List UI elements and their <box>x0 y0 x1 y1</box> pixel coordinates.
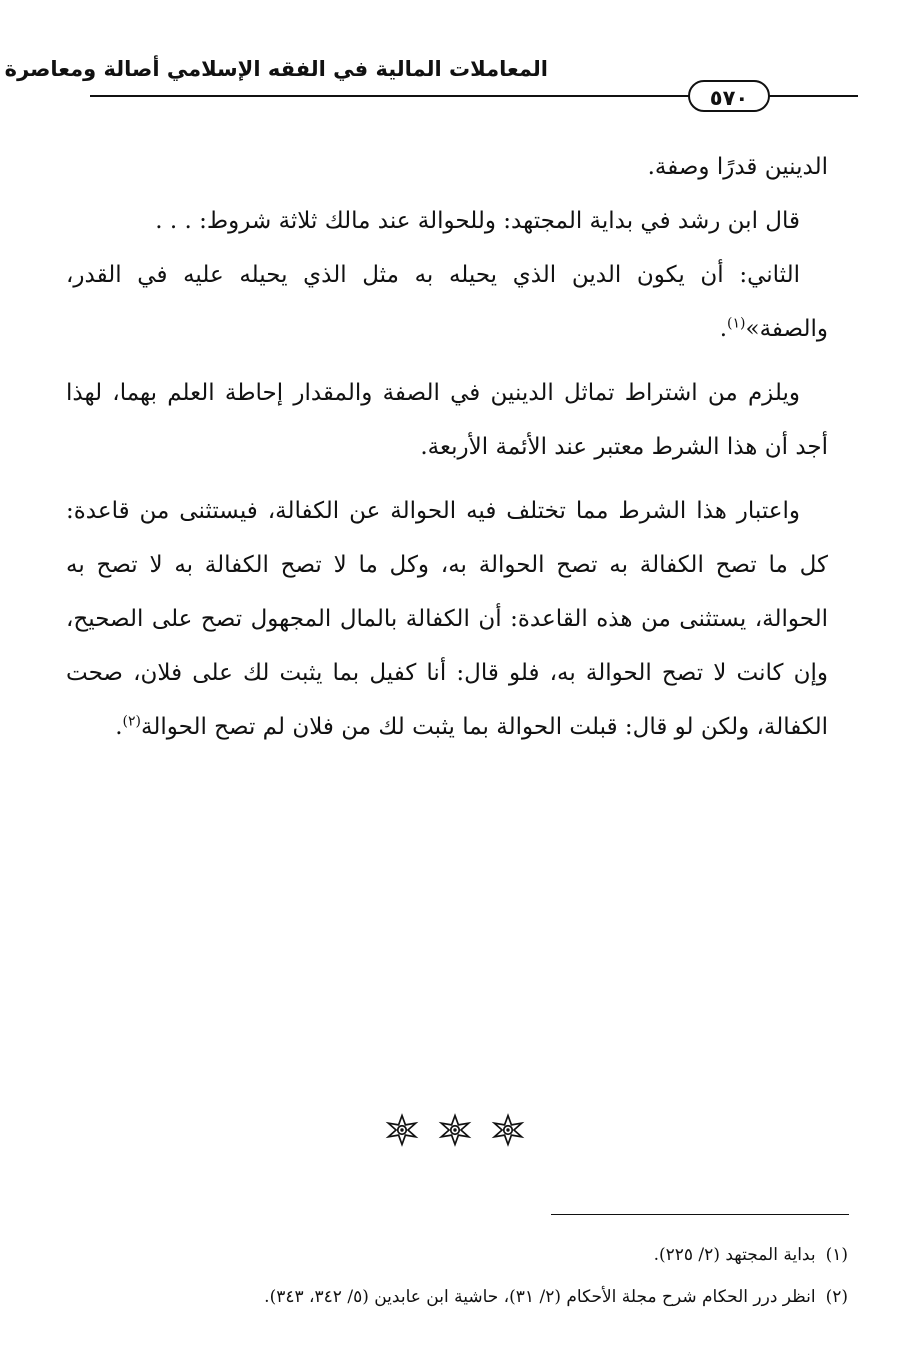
main-text <box>66 140 828 754</box>
page-number: ٥٧٠ <box>688 80 770 112</box>
footnote-1-number: (١) <box>825 1245 848 1265</box>
footnote-2-text: انظر درر الحكام شرح مجلة الأحكام (٢/ ٣١)، حاشية ابن عابدين (٥/ ٣٤٢، ٣٤٣). <box>264 1287 816 1307</box>
footnote-ref-2[interactable]: (٢) <box>122 713 142 730</box>
floral-star-icon <box>385 1113 419 1147</box>
floral-star-icon <box>438 1113 472 1147</box>
paragraph-1: الدينين قدرًا وصفة. <box>647 154 828 180</box>
paragraph-2: قال ابن رشد في بداية المجتهد: وللحوالة عند مالك ثلاثة شروط: . . . <box>155 208 800 234</box>
paragraph-4: ويلزم من اشتراط تماثل الدينين في الصفة والمقدار إحاطة العلم بهما، لهذا أجد أن هذا الشرط معتبر عند الأئمة الأربعة. <box>66 380 828 460</box>
footnote-2 <box>68 1276 848 1318</box>
paragraph-3 <box>66 248 828 356</box>
footnotes <box>68 1234 848 1318</box>
paragraph-5-text: واعتبار هذا الشرط مما تختلف فيه الحوالة عن الكفالة، فيستثنى من قاعدة: كل ما تصح الكفالة به تصح الحوالة به، وكل ما لا تصح الكفالة به لا تصح به الحوالة، يستثنى من هذه القاعدة: أن الكفالة بالمال المجهول تصح على الصحيح، وإن كانت لا تصح الحوالة به، فلو قال: أنا كفيل بما يثبت لك على فلان، صحت الكفالة، ولكن لو قال: قبلت الحوالة بما يثبت لك من فلان لم تصح الحوالة <box>66 498 828 740</box>
floral-star-icon <box>491 1113 525 1147</box>
paragraph-3-text: الثاني: أن يكون الدين الذي يحيله به مثل الذي يحيله عليه في القدر، والصفة» <box>66 262 828 342</box>
paragraph-5 <box>66 484 828 754</box>
footnote-1 <box>68 1234 848 1276</box>
footnote-rule <box>551 1214 849 1215</box>
footnote-ref-1[interactable]: (١) <box>727 315 746 332</box>
footnote-2-number: (٢) <box>825 1287 848 1307</box>
paragraph-3-end: . <box>719 316 728 342</box>
footnote-1-text: بداية المجتهد (٢/ ٢٢٥). <box>653 1245 816 1265</box>
section-ornament <box>385 1112 525 1148</box>
paragraph-5-end: . <box>115 714 123 740</box>
running-header-title: المعاملات المالية في الفقه الإسلامي أصالة ومعاصرة <box>4 57 548 81</box>
